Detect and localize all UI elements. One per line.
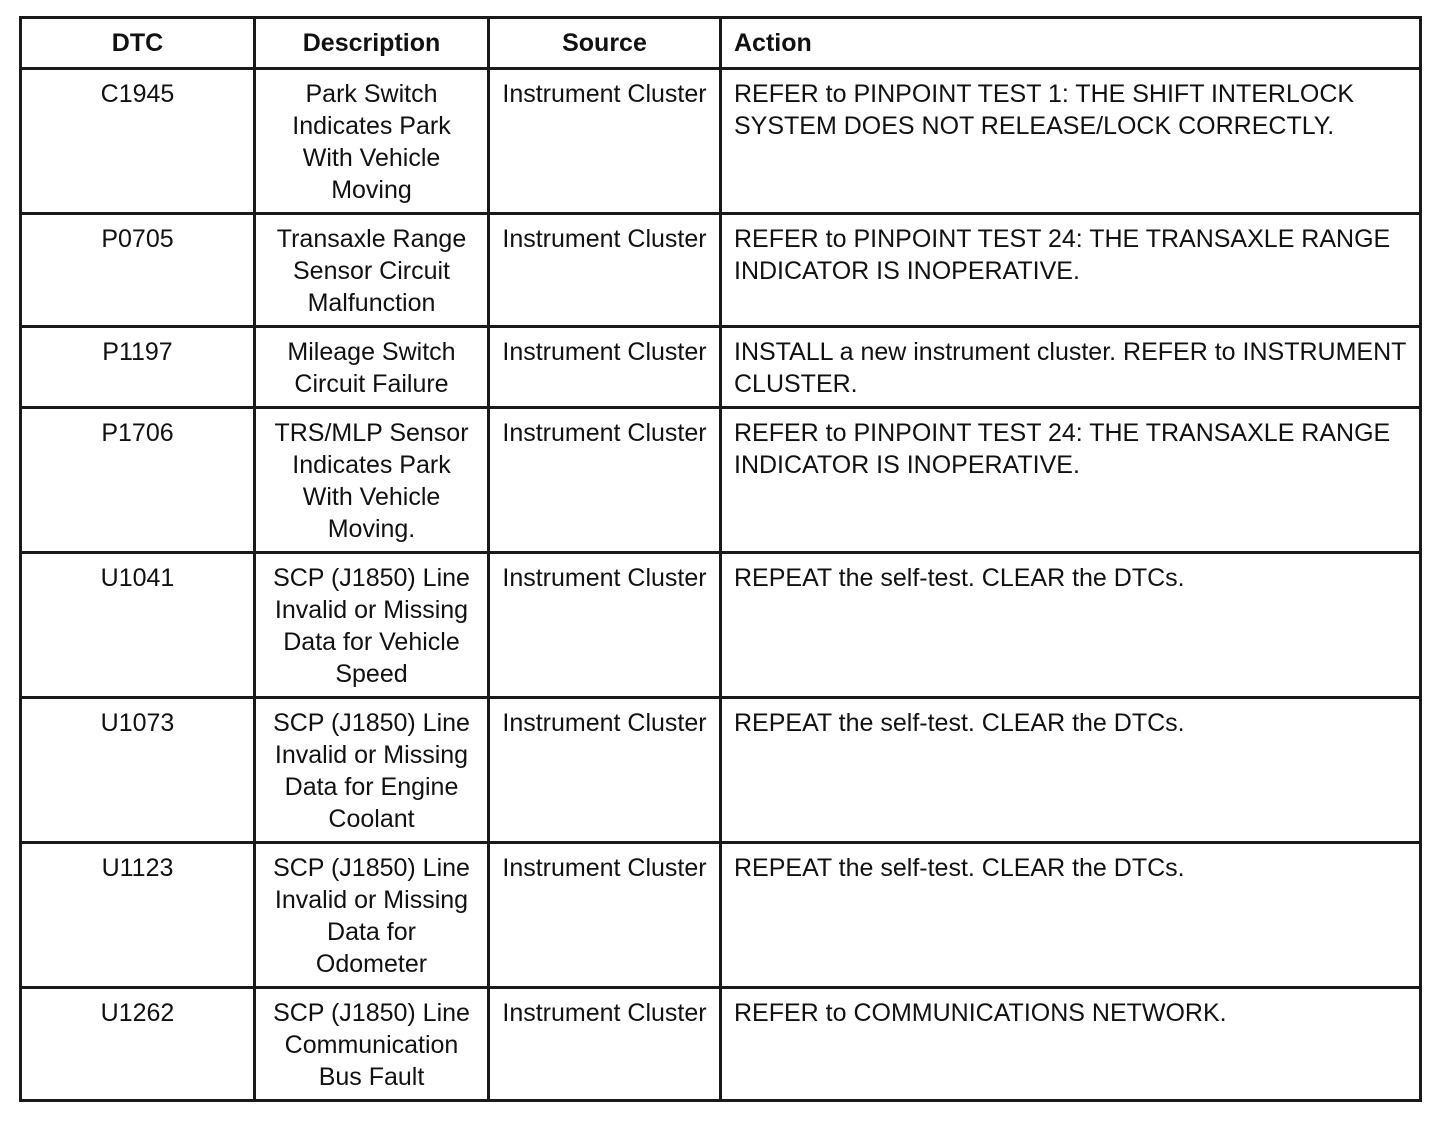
cell-source: Instrument Cluster: [489, 988, 721, 1101]
table-row: [21, 553, 1421, 698]
header-row: [21, 18, 1421, 69]
cell-description: SCP (J1850) Line Communication Bus Fault: [255, 988, 489, 1101]
header-dtc: DTC: [21, 18, 255, 69]
header-source: Source: [489, 18, 721, 69]
cell-source: Instrument Cluster: [489, 698, 721, 843]
cell-action: REPEAT the self-test. CLEAR the DTCs.: [721, 698, 1421, 843]
cell-dtc: U1123: [21, 843, 255, 988]
cell-dtc: U1041: [21, 553, 255, 698]
header-description: Description: [255, 18, 489, 69]
cell-description: SCP (J1850) Line Invalid or Missing Data for Odometer: [255, 843, 489, 988]
cell-dtc: U1262: [21, 988, 255, 1101]
cell-action: REFER to COMMUNICATIONS NETWORK.: [721, 988, 1421, 1101]
cell-description: Transaxle Range Sensor Circuit Malfunction: [255, 214, 489, 327]
table-header: [21, 18, 1421, 69]
table-row: [21, 69, 1421, 214]
cell-source: Instrument Cluster: [489, 843, 721, 988]
cell-source: Instrument Cluster: [489, 69, 721, 214]
cell-action: REPEAT the self-test. CLEAR the DTCs.: [721, 553, 1421, 698]
cell-dtc: P1706: [21, 408, 255, 553]
cell-source: Instrument Cluster: [489, 408, 721, 553]
table-row: [21, 698, 1421, 843]
table-row: [21, 214, 1421, 327]
cell-action: REFER to PINPOINT TEST 24: THE TRANSAXLE RANGE INDICATOR IS INOPERATIVE.: [721, 408, 1421, 553]
header-action: Action: [721, 18, 1421, 69]
cell-description: Mileage Switch Circuit Failure: [255, 327, 489, 408]
cell-dtc: U1073: [21, 698, 255, 843]
table-row: [21, 988, 1421, 1101]
cell-dtc: P0705: [21, 214, 255, 327]
cell-description: SCP (J1850) Line Invalid or Missing Data for Vehicle Speed: [255, 553, 489, 698]
dtc-table: [19, 16, 1422, 1102]
table-row: [21, 408, 1421, 553]
cell-action: INSTALL a new instrument cluster. REFER to INSTRUMENT CLUSTER.: [721, 327, 1421, 408]
cell-description: SCP (J1850) Line Invalid or Missing Data for Engine Coolant: [255, 698, 489, 843]
cell-source: Instrument Cluster: [489, 327, 721, 408]
cell-dtc: C1945: [21, 69, 255, 214]
table-row: [21, 327, 1421, 408]
cell-action: REFER to PINPOINT TEST 24: THE TRANSAXLE RANGE INDICATOR IS INOPERATIVE.: [721, 214, 1421, 327]
cell-description: TRS/MLP Sensor Indicates Park With Vehicle Moving.: [255, 408, 489, 553]
cell-source: Instrument Cluster: [489, 214, 721, 327]
cell-action: REFER to PINPOINT TEST 1: THE SHIFT INTERLOCK SYSTEM DOES NOT RELEASE/LOCK CORRECTLY.: [721, 69, 1421, 214]
table-row: [21, 843, 1421, 988]
cell-action: REPEAT the self-test. CLEAR the DTCs.: [721, 843, 1421, 988]
cell-dtc: P1197: [21, 327, 255, 408]
table-body: [21, 69, 1421, 1101]
cell-source: Instrument Cluster: [489, 553, 721, 698]
cell-description: Park Switch Indicates Park With Vehicle Moving: [255, 69, 489, 214]
